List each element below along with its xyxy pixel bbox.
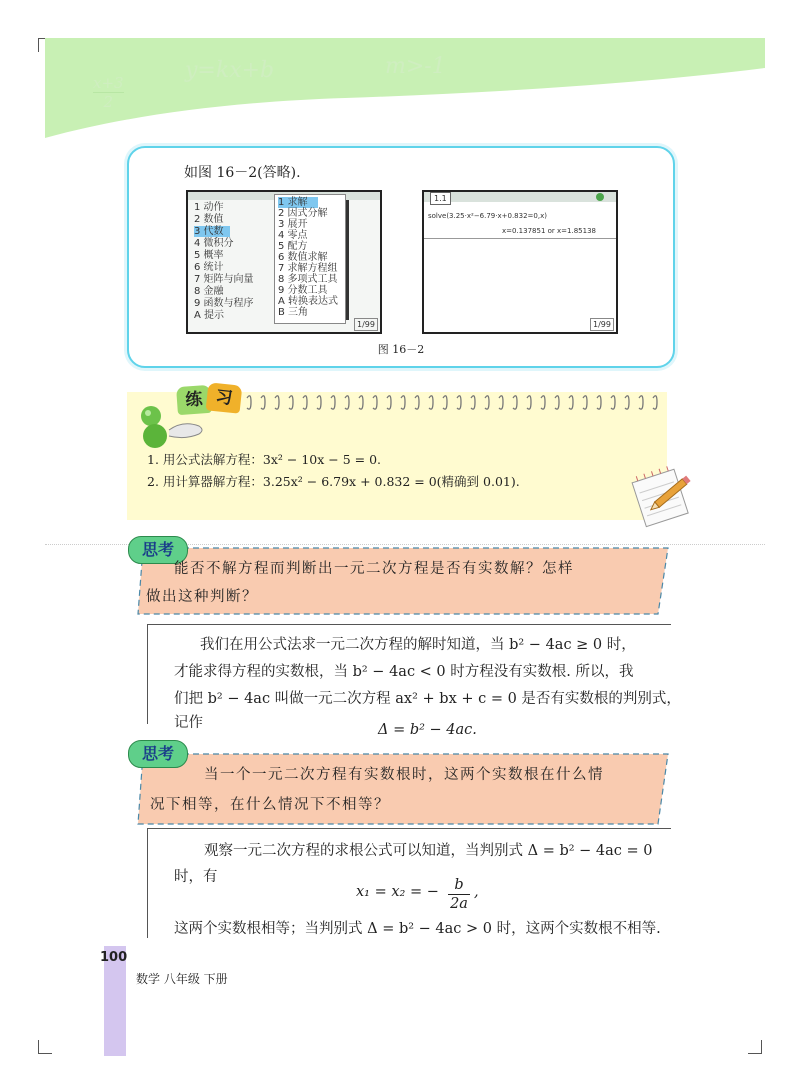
crop-mark <box>761 1040 762 1054</box>
calculator-screen-menu <box>186 190 382 334</box>
crop-mark <box>748 1053 762 1054</box>
header-inequality: m>-1 <box>385 54 446 79</box>
menu-item: A 转换表达式 <box>278 296 339 307</box>
status-counter: 1/99 <box>590 318 614 331</box>
notepad-pencil-icon <box>628 466 698 528</box>
crop-mark <box>38 1040 39 1054</box>
think-banner-1 <box>128 536 673 616</box>
menu-item-selected: 3 代数 <box>194 226 230 237</box>
think-banner-2 <box>128 740 673 826</box>
menu-item: 8 多项式工具 <box>278 274 338 285</box>
menu-item: B 三角 <box>278 307 309 318</box>
think-1-line-1: 能否不解方程而判断出一元二次方程是否有实数解？怎样 <box>174 561 574 577</box>
document-tab: 1.1 <box>430 192 451 205</box>
page-number: 100 <box>100 950 128 965</box>
body-left-rule <box>147 624 148 724</box>
menu-item: 7 矩阵与向量 <box>194 274 254 285</box>
menu-item: 1 动作 <box>194 202 224 213</box>
practice-box <box>127 387 667 520</box>
menu-item: 2 数值 <box>194 214 224 225</box>
menu-item: 8 金融 <box>194 286 224 297</box>
output-result: x=0.137851 or x=1.85138 <box>502 227 596 235</box>
answer-text: 如图 16－2(答略). <box>184 165 301 181</box>
header-band <box>45 38 765 140</box>
figure-label: 图 16－2 <box>377 343 425 356</box>
input-expression: solve(3.25·x²−6.79·x+0.832=0,x) <box>428 212 547 220</box>
discriminant-formula: Δ = b² − 4ac. <box>378 722 477 738</box>
practice-item-2: 2. 用计算器解方程：3.25x² − 6.79x + 0.832 = 0(精确到 0.01). <box>147 474 520 489</box>
think-2-line-2: 况下相等，在什么情况下不相等？ <box>150 797 390 813</box>
menu-item: 4 零点 <box>278 230 308 241</box>
menu-item: 5 概率 <box>194 250 224 261</box>
body-1-line-3: 们把 b² − 4ac 叫做一元二次方程 ax² + bx + c = 0 是否有实数根的判别式， <box>174 691 681 707</box>
menu-item: 2 因式分解 <box>278 208 328 219</box>
body-2-line-1: 观察一元二次方程的求根公式可以知道，当判别式 Δ = b² − 4ac = 0 <box>204 843 653 859</box>
menu-item: 6 统计 <box>194 262 224 273</box>
practice-title-tab: 习 <box>206 382 243 413</box>
calculator-screen-result <box>422 190 618 334</box>
menu-item: 7 求解方程组 <box>278 263 338 274</box>
scrollbar <box>346 200 349 320</box>
body-1-line-4: 记作 <box>174 715 203 731</box>
menu-right-list <box>274 194 346 324</box>
crop-mark <box>38 38 39 52</box>
menu-item: 9 函数与程序 <box>194 298 254 309</box>
menu-item: A 提示 <box>194 310 225 321</box>
think-2-line-1: 当一个一元二次方程有实数根时，这两个实数根在什么情 <box>204 767 604 783</box>
green-mascot-icon <box>129 398 219 458</box>
think-label-badge: 思考 <box>128 536 188 564</box>
header-linear-formula: y=kx+b <box>185 58 275 83</box>
menu-left-list <box>190 200 274 322</box>
figure-panel <box>127 146 675 368</box>
menu-item: 4 微积分 <box>194 238 234 249</box>
body-1-line-1: 我们在用公式法求一元二次方程的解时知道，当 b² − 4ac ≥ 0 时， <box>200 637 636 653</box>
think-1-line-2: 做出这种判断？ <box>146 589 258 605</box>
menu-item-selected: 1 求解 <box>278 197 318 208</box>
book-title: 数学 八年级 下册 <box>136 972 228 986</box>
menu-item: 3 展开 <box>278 219 308 230</box>
think-label-badge: 思考 <box>128 740 188 768</box>
menu-item: 9 分数工具 <box>278 285 328 296</box>
body-1-line-2: 才能求得方程的实数根，当 b² − 4ac < 0 时方程没有实数根. 所以，我 <box>174 664 634 680</box>
body-2-line-2: 时，有 <box>174 869 218 885</box>
menu-item: 6 数值求解 <box>278 252 328 263</box>
body-top-rule <box>147 828 671 829</box>
header-fraction: x+3 2 <box>93 74 124 111</box>
body-left-rule <box>147 828 148 938</box>
menu-item: 5 配方 <box>278 241 308 252</box>
body-top-rule <box>147 624 671 625</box>
status-counter: 1/99 <box>354 318 378 331</box>
body-2-line-3: 这两个实数根相等；当判别式 Δ = b² − 4ac > 0 时，这两个实数根不相等. <box>174 921 661 937</box>
crop-mark <box>38 1053 52 1054</box>
practice-title-tab: 练 <box>176 385 212 415</box>
battery-icon <box>596 193 604 201</box>
practice-item-1: 1. 用公式法解方程：3x² − 10x − 5 = 0. <box>147 452 382 467</box>
